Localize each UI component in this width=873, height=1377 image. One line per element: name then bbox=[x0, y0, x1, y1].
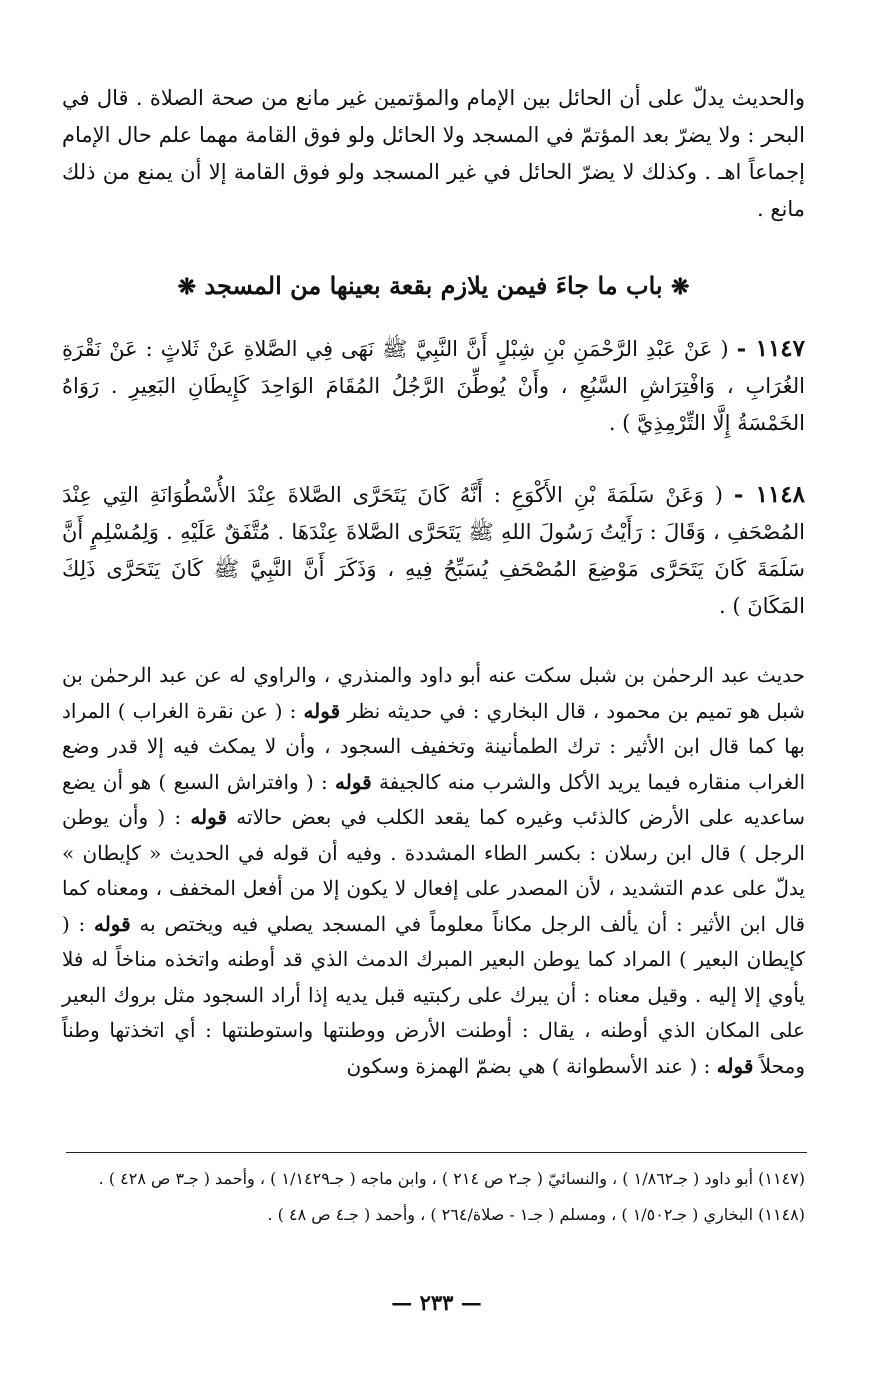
hadith-1148 bbox=[62, 476, 805, 625]
footnotes bbox=[62, 1164, 805, 1230]
qawluhu-marker: قوله bbox=[190, 805, 228, 829]
qawluhu-marker: قوله bbox=[334, 769, 372, 794]
hadith-number: ١١٤٧ - bbox=[736, 335, 806, 362]
chapter-title: باب ما جاءَ فيمن يلازم بقعة بعينها من المسجد bbox=[204, 271, 663, 300]
commentary-text: : ( عند الأسطوانة ) هي بضمّ الهمزة وسكون bbox=[346, 1053, 711, 1078]
commentary-text: : ( عن نقرة الغراب ) المراد بها كما قال ابن الأثير : ترك الطمأنينة وتخفيف السجود ، وأن لا يمكث فيه إلا قدر وضع الغراب منقاره فيما يريد الأكل والشرب منه كالجيفة bbox=[62, 698, 806, 794]
commentary-text: : ( وافتراش السبع ) هو أن يضع ساعديه على الأرض كالذئب وغيره كما يقعد الكلب في بعض حالاته bbox=[62, 769, 806, 829]
qawluhu-marker: قوله bbox=[93, 911, 131, 936]
commentary-text: : ( وأن يوطن الرجل ) قال ابن رسلان : بكسر الطاء المشددة . وفيه أن قوله في الحديث « كإيطان » يدلّ على عدم التشديد ، لأن المصدر على إفعال لا يكون إلا من أفعل المخفف ، ومعناه كما قال ابن الأثير : أن يألف الرجل مكاناً معلوماً في المسجد يصلي فيه ويختص به bbox=[62, 805, 806, 936]
hadith-text: ( وَعَنْ سَلَمَةَ بْنِ الأَكْوَعِ : أَنَّهُ كَانَ يَتَحَرَّى الصَّلاةَ عِنْدَ الأُسْطُوَانَةِ التِي عِنْدَ المُصْحَفِ ، وَقَالَ : رَأَيْتُ رَسُولَ اللهِ ﷺ يَتَحَرَّى الصَّلاةَ عِنْدَهَا . مُتَّفَقٌ عَلَيْهِ . وَلِمُسْلِمٍ أَنَّ سَلَمَةَ كَانَ يَتَحَرَّى مَوْضِعَ المُصْحَفِ يُسَبِّحُ فِيهِ ، وَذَكَرَ أَنَّ النَّبِيَّ ﷺ كَانَ يَتَحَرَّى ذَلِكَ المَكَانَ ) . bbox=[62, 483, 805, 618]
commentary-text: : ( كإيطان البعير ) المراد كما يوطن البعير المبرك الدمث الذي قد أوطنه واتخذه مناخاً له فلا يأوي إلا إليه . وقيل معناه : أن يبرك على ركبتيه قبل يديه إذا أراد السجود مثل بروك البعير على المكان الذي أوطنه ، يقال : أوطنت الأرض ووطنتها واستوطنتها : أي اتخذتها وطناً ومحلاً bbox=[62, 911, 805, 1078]
hadith-number: ١١٤٨ - bbox=[733, 481, 805, 508]
hadith-1147 bbox=[62, 330, 805, 442]
commentary-paragraph bbox=[62, 658, 805, 1084]
qawluhu-marker: قوله bbox=[716, 1053, 754, 1078]
qawluhu-marker: قوله bbox=[303, 698, 341, 723]
star-ornament-icon: ❋ bbox=[177, 274, 197, 300]
footnote-1147: (١١٤٧) أبو داود ( جـ١/٨٦٢ ) ، والنسائيّ ( جـ٢ ص ٢١٤ ) ، وابن ماجه ( جـ١/١٤٢٩ ) ، وأحمد ( جـ٣ ص ٤٢٨ ) . bbox=[98, 1169, 805, 1188]
star-ornament-icon: ❋ bbox=[670, 274, 690, 300]
intro-paragraph: والحديث يدلّ على أن الحائل بين الإمام والمؤتمين غير مانع من صحة الصلاة . قال في البحر : ولا يضرّ بعد المؤتمّ في المسجد ولا الحائل ولو فوق القامة مهما علم حال الإمام إجماعاً اهـ . وكذلك لا يضرّ الحائل في غير المسجد ولو فوق القامة إلا أن يمنع من ذلك مانع . bbox=[62, 86, 805, 221]
chapter-heading bbox=[62, 266, 805, 307]
footnote-divider bbox=[66, 1152, 807, 1153]
page-number: — ٢٣٣ — bbox=[391, 1290, 482, 1315]
hadith-text: ( عَنْ عَبْدِ الرَّحْمَنِ بْنِ شِبْلٍ أَنَّ النَّبِيَّ ﷺ نَهَى فِي الصَّلاةِ عَنْ ثَلاثٍ : عَنْ نَقْرَةِ الغُرَابِ ، وَافْتِرَاشِ السَّبُعِ ، وأَنْ يُوطِّنَ الرَّجُلُ المُقَامَ الوَاحِدَ كَإِيطَانِ البَعِيرِ . رَوَاهُ الخَمْسَةُ إِلَّا التِّرْمِذِيَّ ) . bbox=[62, 337, 805, 435]
footnote-1148: (١١٤٨) البخاري ( جـ١/٥٠٢ ) ، ومسلم ( جـ١ - صلاة/٢٦٤ ) ، وأحمد ( جـ٤ ص ٤٨ ) . bbox=[267, 1205, 805, 1224]
commentary-text: حديث عبد الرحمٰن بن شبل سكت عنه أبو داود والمنذري ، والراوي له عن عبد الرحمٰن بن شبل هو تميم بن محمود ، قال البخاري : في حديثه نظر bbox=[62, 663, 805, 723]
